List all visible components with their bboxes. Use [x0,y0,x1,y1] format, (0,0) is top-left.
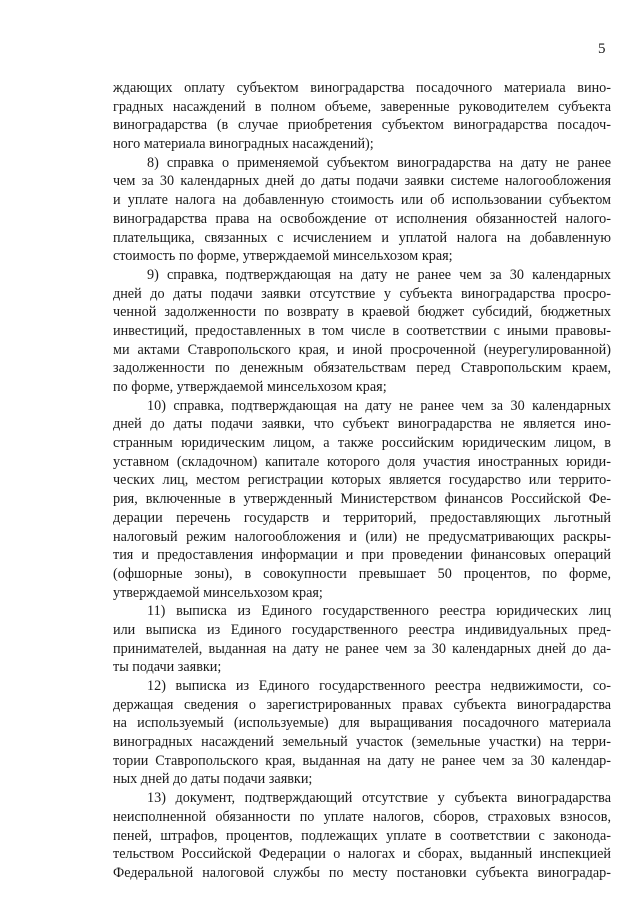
text-line: уставном (складочном) капитале которого доля участия иностранных юриди- [113,453,611,470]
paragraph-continuation [113,79,611,154]
paragraph-item-9 [113,266,611,397]
paragraph-item-8 [113,154,611,266]
text-line: 11) выписка из Единого государственного реестра юридических лиц [147,603,611,620]
text-line: пеней, штрафов, процентов, подлежащих уплате в соответствии с законода- [113,827,611,844]
text-line: (офшорные зоны), в совокупности превышает 50 процентов, по форме, [113,565,611,582]
document-body [113,79,611,883]
text-line: Федеральной налоговой службы по месту постановки субъекта виноградар- [113,864,611,881]
text-line: ты подачи заявки; [113,659,222,676]
text-line: ждающих оплату субъектом виноградарства посадочного материала вино- [113,80,611,96]
text-line: градных насаждений в полном объеме, заверенные руководителем субъекта [113,98,611,115]
text-line: 10) справка, подтверждающая на дату не ранее чем за 30 календарных [147,397,611,414]
text-line: странным юридическим лицом, а также российским юридическим лицом, в [113,435,611,452]
text-line: виноградарства права на освобождение от исполнения обязанностей налого- [113,210,611,227]
text-line: стоимость по форме, утверждаемой минсельхозом края; [113,248,453,265]
text-line: 13) документ, подтверждающий отсутствие у субъекта виноградарства [147,790,611,807]
text-line: ного материала виноградных насаждений); [113,136,374,153]
page-number: 5 [598,41,606,57]
text-line: виноградарства (в случае приобретения субъектом виноградарства посадоч- [113,117,611,134]
text-line: 12) выписка из Единого государственного реестра недвижимости, со- [147,678,611,694]
text-line: держащая сведения о зарегистрированных правах субъекта виноградарства [113,696,611,713]
paragraph-item-12 [113,677,611,789]
paragraph-item-10 [113,397,611,603]
text-line: тории Ставропольского края, выданная на дату не ранее чем за 30 календар- [113,752,611,769]
text-line: ных дней до даты подачи заявки; [113,771,313,788]
text-line: ми актами Ставропольского края, и иной просроченной (неурегулированной) [113,341,611,358]
text-line: ческих лиц, местом регистрации которых является государство или террито- [113,472,611,489]
text-line: ченной задолженности по возврату в краевой бюджет субсидий, бюджетных [113,304,611,321]
text-line: чем за 30 календарных дней до даты подачи заявки системе налогообложения [113,173,611,190]
text-line: дней до даты подачи заявки, что субъект виноградарства не является ино- [113,416,611,433]
text-line: тельством Российской Федерации о налогах и сборах, выданный инспекцией [113,846,611,863]
text-line: дней до даты подачи заявки отсутствие у субъекта виноградарства просро- [113,285,611,302]
text-line: виноградных насаждений земельный участок (земельные участки) на терри- [113,734,611,751]
paragraph-item-11 [113,602,611,677]
text-line: плательщика, связанных с исчислением и уплатой налога на добавленную [113,229,611,246]
text-line: неисполненной обязанности по уплате налогов, сборов, страховых взносов, [113,808,611,825]
text-line: тия и предоставления информации и при проведении финансовых операций [113,547,611,564]
text-line: по форме, утверждаемой минсельхозом края; [113,379,387,395]
text-line: рия, включенные в утвержденный Министерством финансов Российской Фе- [113,491,611,508]
text-line: и уплате налога на добавленную стоимость или об использовании субъектом [113,192,611,209]
text-line: на используемый (используемые) для выращивания посадочного материала [113,715,611,732]
text-line: или выписка из Единого государственного реестра индивидуальных пред- [113,621,611,638]
text-line: утверждаемой минсельхозом края; [113,584,323,601]
text-line: 8) справка о применяемой субъектом виноградарства на дату не ранее [147,154,611,171]
text-line: налоговый режим налогообложения и (или) не предусматривающих раскры- [113,528,611,545]
text-line: 9) справка, подтверждающая на дату не ранее чем за 30 календарных [147,266,611,283]
text-line: принимателей, выданная на дату не ранее чем за 30 календарных дней до да- [113,640,611,657]
text-line: дерации перечень государств и территорий, предоставляющих льготный [113,509,611,526]
text-line: задолженности по денежным обязательствам перед Ставропольским краем, [113,360,611,377]
paragraph-item-13 [113,789,611,882]
text-line: инвестиций, предоставленных в том числе в соответствии с иными правовы- [113,322,611,339]
